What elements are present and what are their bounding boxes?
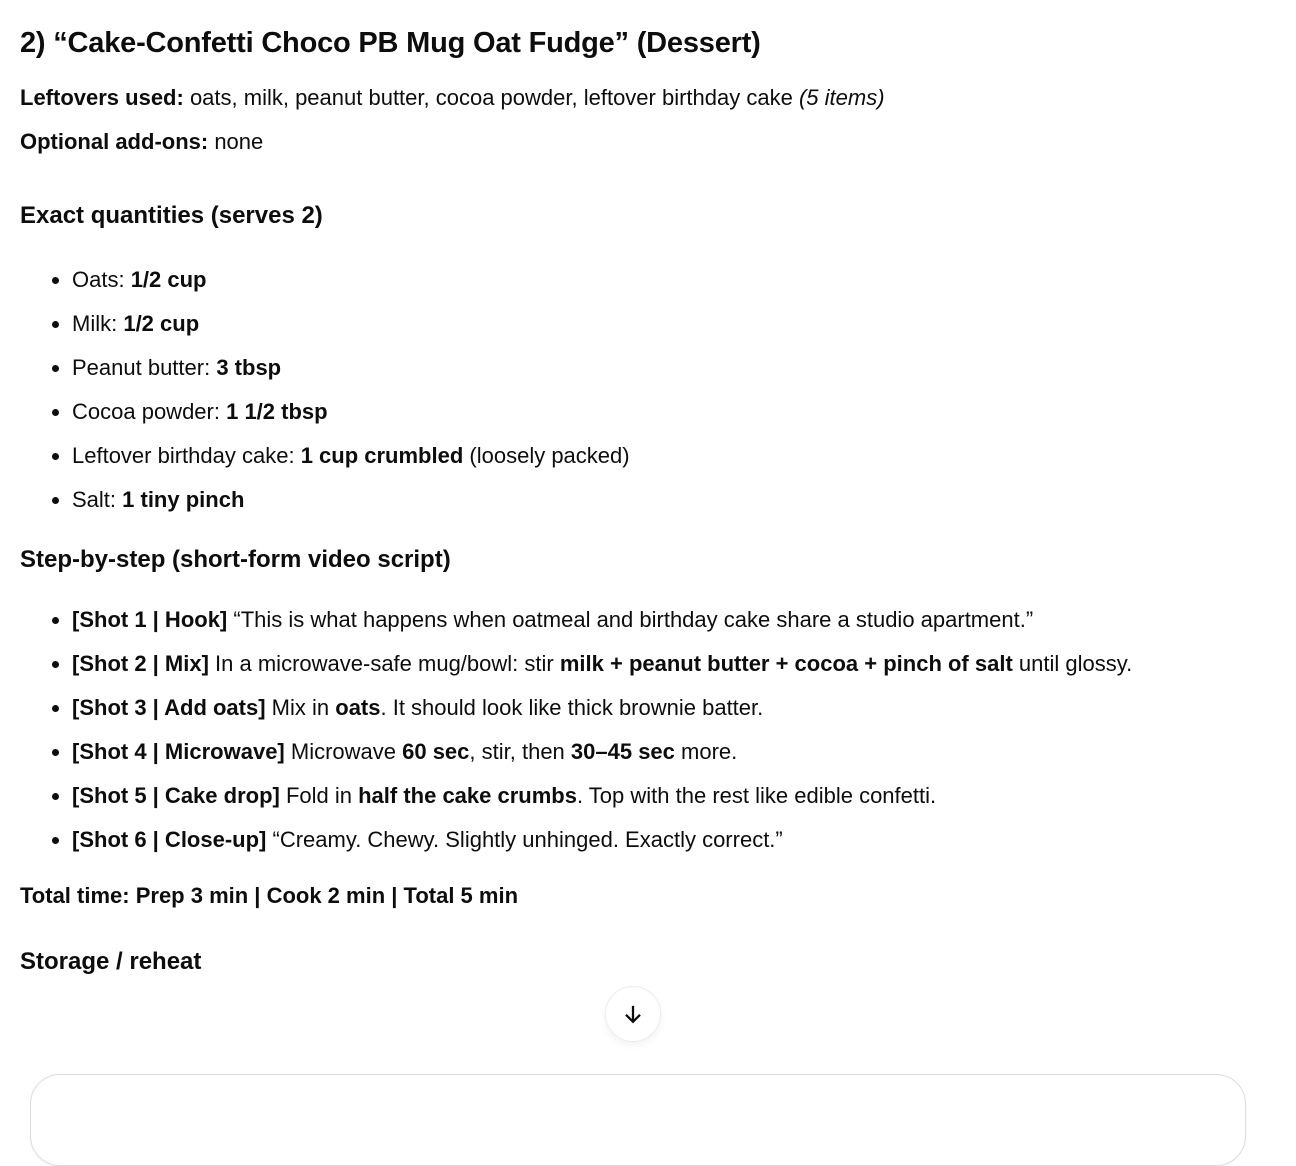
ingredient-name: Peanut butter: (72, 355, 217, 380)
chat-message (0, 24, 1296, 978)
step-text-bold: oats (335, 695, 381, 720)
step-text: until glossy. (1012, 651, 1133, 676)
step-text: “This is what happens when oatmeal and birthday cake share a studio apartment.” (227, 607, 1034, 632)
step-shot-label: [Shot 2 | Mix] (72, 651, 209, 676)
ingredient-name: Cocoa powder: (72, 399, 227, 424)
recipe-meta (20, 76, 1276, 164)
step-item (72, 818, 1276, 862)
down-arrow-icon (620, 1001, 646, 1027)
scroll-to-bottom-button[interactable] (605, 986, 661, 1042)
ingredient-item (72, 258, 1276, 302)
step-text: . It should look like thick brownie batter. (380, 695, 764, 720)
step-item (72, 774, 1276, 818)
leftovers-count-note: (5 items) (798, 85, 885, 110)
step-text: Mix in (265, 695, 336, 720)
steps-heading: Step-by-step (short-form video script) (20, 546, 451, 573)
ingredient-note: (loosely packed) (463, 443, 630, 468)
step-text: Microwave (284, 739, 403, 764)
message-composer[interactable] (30, 1074, 1246, 1166)
step-shot-label: [Shot 6 | Close-up] (72, 827, 267, 852)
step-item (72, 642, 1276, 686)
step-text: more. (674, 739, 738, 764)
ingredient-amount: 3 tbsp (216, 355, 282, 380)
step-text-bold: 30–45 sec (570, 739, 675, 764)
addons-value: none (208, 129, 264, 154)
ingredient-item (72, 346, 1276, 390)
ingredient-item (72, 478, 1276, 522)
storage-heading: Storage / reheat (20, 948, 202, 975)
ingredient-amount: 1/2 cup (130, 267, 207, 292)
step-text-bold: milk + peanut butter + cocoa + pinch of salt (559, 651, 1013, 676)
step-text: , stir, then (469, 739, 571, 764)
ingredient-item (72, 390, 1276, 434)
leftovers-value: oats, milk, peanut butter, cocoa powder, leftover birthday cake (183, 85, 799, 110)
addons-line (20, 120, 1276, 164)
step-text: Fold in (279, 783, 359, 808)
quantities-heading: Exact quantities (serves 2) (20, 202, 323, 229)
ingredient-amount: 1 cup crumbled (300, 443, 464, 468)
step-text-bold: 60 sec (402, 739, 470, 764)
step-text-bold: half the cake crumbs (358, 783, 577, 808)
leftovers-line (20, 76, 1276, 120)
ingredient-name: Leftover birthday cake: (72, 443, 301, 468)
step-shot-label: [Shot 3 | Add oats] (72, 695, 266, 720)
step-item (72, 730, 1276, 774)
steps-list (20, 598, 1276, 862)
quantities-list (20, 258, 1276, 522)
step-shot-label: [Shot 5 | Cake drop] (72, 783, 280, 808)
recipe-title: 2) “Cake-Confetti Choco PB Mug Oat Fudge” (Dessert) (20, 27, 761, 59)
ingredient-amount: 1 1/2 tbsp (226, 399, 328, 424)
ingredient-item (72, 434, 1276, 478)
step-item (72, 598, 1276, 642)
ingredient-amount: 1/2 cup (123, 311, 200, 336)
ingredient-amount: 1 tiny pinch (122, 487, 245, 512)
addons-label: Optional add-ons: (20, 129, 209, 154)
ingredient-name: Oats: (72, 267, 131, 292)
total-time: Total time: Prep 3 min | Cook 2 min | Total 5 min (20, 883, 519, 908)
step-text: In a microwave-safe mug/bowl: stir (208, 651, 560, 676)
step-text: “Creamy. Chewy. Slightly unhinged. Exactly correct.” (266, 827, 783, 852)
step-text: . Top with the rest like edible confetti. (576, 783, 937, 808)
ingredient-name: Milk: (72, 311, 124, 336)
step-item (72, 686, 1276, 730)
ingredient-item (72, 302, 1276, 346)
step-shot-label: [Shot 1 | Hook] (72, 607, 228, 632)
ingredient-name: Salt: (72, 487, 123, 512)
step-shot-label: [Shot 4 | Microwave] (72, 739, 285, 764)
leftovers-label: Leftovers used: (20, 85, 184, 110)
